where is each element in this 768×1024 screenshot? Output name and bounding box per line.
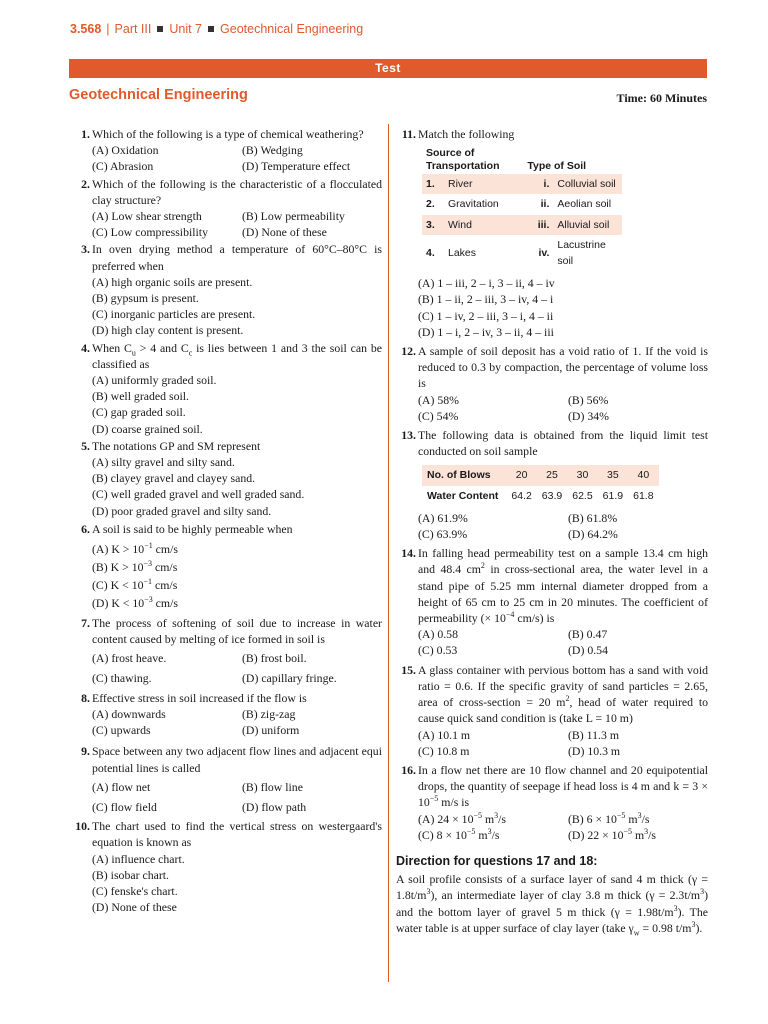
option-c: (C) 0.53: [418, 643, 458, 658]
option-d: (D) 64.2%: [568, 527, 618, 542]
section-title: Geotechnical Engineering: [69, 87, 248, 103]
part-label: Part III: [114, 22, 152, 36]
option-b: (B) frost boil.: [242, 651, 307, 666]
option-a: (A) flow net: [92, 779, 151, 794]
question-text: A soil is said to be highly permeable when: [92, 521, 293, 536]
question-text: In a flow net there are 10 flow channel and 20 equipotential drops, the quantity of seepage if head loss is 4 m and $k = 3 \times 10^{-5}$ m/s is: [418, 762, 708, 810]
question-1: [70, 126, 382, 175]
question-11: [396, 126, 708, 340]
option-c: (C) 63.9%: [418, 527, 468, 542]
option-c: (C) Abrasion: [92, 159, 154, 174]
option-d: (D) uniform: [242, 723, 300, 738]
option-a: (A) 61.9%: [418, 510, 468, 525]
table-row: Water Content 64.2 63.9 62.5 61.9 61.8: [427, 489, 654, 502]
page-number: 3.568: [70, 22, 102, 36]
question-5: [70, 438, 382, 519]
option-a: (A) 0.58: [418, 627, 458, 642]
liquid-limit-table: [422, 465, 659, 505]
option-c: (C) well graded gravel and well graded sand.: [92, 487, 305, 502]
option-d: (D) coarse grained soil.: [92, 421, 203, 436]
direction-paragraph: A soil profile consists of a surface layer of sand 4 m thick $(\gamma = 1.8t/m^3)$, an intermediate layer of clay 3.8 m thick $(\gamma = 2.3t/m^3)$ and the bottom layer of gravel 5 m thick $(\gamma = 1.98t/m^3)$. The water table is at upper surface of clay layer (take $\gamma_w = 0.98$ $t/m^3$).: [396, 872, 708, 938]
option-c: (C) 54%: [418, 408, 459, 423]
question-number: 4.: [81, 340, 90, 355]
option-d: (D) None of these: [92, 900, 177, 915]
option-a: (A) $24 \times 10^{-5}$ $m^3/s$: [418, 810, 507, 826]
option-b: (B) zig-zag: [242, 706, 296, 721]
question-text: Space between any two adjacent flow lines and adjacent equi potential lines is called: [92, 744, 382, 775]
option-d: (D) flow path: [242, 799, 307, 814]
question-text: A sample of soil deposit has a void ratio of 1. If the void is reduced to 0.3 by compaction, the percentage of volume loss is: [418, 344, 708, 391]
question-8: [70, 690, 382, 739]
unit-label: Unit 7: [169, 22, 203, 36]
option-c: (C) $K < 10^{-1}$ cm/s: [92, 576, 178, 592]
question-4: [70, 340, 382, 437]
question-13: [396, 427, 708, 542]
question-16: [396, 762, 708, 843]
question-text: When $C_u > 4$ and $C_c$ is lies between 1 and 3 the soil can be classified as: [92, 340, 382, 371]
option-c: (C) 1 – iv, 2 – iii, 3 – i, 4 – ii: [418, 308, 554, 323]
option-a: (A) frost heave.: [92, 651, 167, 666]
question-number: 6.: [81, 521, 90, 536]
option-d: (D) 34%: [568, 408, 609, 423]
option-b: (B) isobar chart.: [92, 867, 169, 882]
option-c: (C) fenske's chart.: [92, 883, 178, 898]
question-9: [70, 743, 382, 815]
question-text: The process of softening of soil due to increase in water content caused by melting of ice formed in soil is: [92, 615, 382, 647]
option-d: (D) Temperature effect: [242, 159, 351, 174]
question-number: 3.: [81, 242, 90, 257]
test-label: Test: [375, 61, 401, 75]
question-number: 16.: [401, 762, 416, 777]
option-b: (B) 56%: [568, 392, 609, 407]
direction-heading: Direction for questions 17 and 18:: [396, 853, 598, 868]
table-header-source: Source of Transportation: [426, 147, 500, 173]
table-row: 4. Lakes iv. Lacustrine soil: [426, 238, 606, 268]
question-10: [70, 818, 382, 915]
option-b: (B) 1 – ii, 2 – iii, 3 – iv, 4 – i: [418, 292, 554, 307]
question-text: Which of the following is a type of chemical weathering?: [92, 127, 364, 141]
option-c: (C) upwards: [92, 723, 151, 738]
subject-label: Geotechnical Engineering: [220, 22, 364, 36]
question-text: Which of the following is the characteristic of a flocculated clay structure?: [92, 176, 382, 207]
option-c: (C) Low compressibility: [92, 225, 208, 240]
question-number: 13.: [401, 428, 416, 443]
question-number: 10.: [75, 819, 90, 834]
square-bullet-icon: [208, 26, 214, 32]
option-d: (D) None of these: [242, 225, 327, 240]
option-a: (A) uniformly graded soil.: [92, 373, 217, 388]
option-d: (D) poor graded gravel and silty sand.: [92, 503, 272, 518]
option-a: (A) silty gravel and silty sand.: [92, 455, 235, 470]
option-d: (D) 10.3 m: [568, 743, 621, 758]
left-column: [70, 126, 382, 916]
option-b: (B) $6 \times 10^{-5}$ $m^3/s$: [568, 810, 650, 826]
header-separator: |: [106, 22, 110, 36]
table-row: 2. Gravitation ii. Aeolian soil: [426, 198, 612, 211]
match-table: [422, 146, 622, 271]
question-text: Match the following: [418, 127, 515, 141]
question-number: 8.: [81, 690, 90, 705]
question-number: 9.: [81, 744, 90, 759]
option-b: (B) well graded soil.: [92, 389, 189, 404]
running-head: [70, 22, 363, 36]
table-header-soil: Type of Soil: [527, 160, 587, 173]
option-a: (A) $K > 10^{-1}$ cm/s: [92, 540, 178, 556]
option-a: (A) 1 – iii, 2 – i, 3 – ii, 4 – iv: [418, 276, 555, 291]
option-b: (B) 11.3 m: [568, 727, 620, 742]
option-b: (B) 0.47: [568, 627, 608, 642]
question-6: [70, 520, 382, 612]
option-a: (A) influence chart.: [92, 851, 185, 866]
question-number: 7.: [81, 615, 90, 630]
question-number: 5.: [81, 438, 90, 453]
option-c: (C) $8 \times 10^{-5}$ $m^3/s$: [418, 826, 500, 842]
question-2: [70, 176, 382, 241]
table-row: 1. River i. Colluvial soil: [422, 174, 622, 194]
option-c: (C) flow field: [92, 799, 157, 814]
question-text: The notations GP and SM represent: [92, 438, 261, 453]
option-d: (D) 1 – i, 2 – iv, 3 – ii, 4 – iii: [418, 324, 554, 339]
option-d: (D) $K < 10^{-3}$ cm/s: [92, 594, 178, 610]
option-a: (A) Low shear strength: [92, 209, 202, 224]
option-c: (C) 10.8 m: [418, 743, 470, 758]
question-number: 11.: [401, 127, 416, 141]
table-row: 3. Wind iii. Alluvial soil: [422, 215, 622, 235]
time-limit: Time: 60 Minutes: [616, 91, 707, 105]
option-b: (B) gypsum is present.: [92, 291, 199, 306]
square-bullet-icon: [157, 26, 163, 32]
question-text: The following data is obtained from the liquid limit test conducted on soil sample: [418, 428, 708, 459]
option-c: (C) thawing.: [92, 671, 152, 686]
question-text: In falling head permeability test on a sample 13.4 cm high and 48.4 $cm^2$ in cross-sectional area, the water level in a stand pipe of 5.25 mm internal diameter dropped from a height of 65 cm to 25 cm in 20 minutes. The coefficient of permeability (× $10^{-4}$ cm/s) is: [418, 546, 709, 626]
option-b: (B) $K > 10^{-3}$ cm/s: [92, 558, 178, 574]
option-a: (A) 58%: [418, 392, 459, 407]
question-text: In oven drying method a temperature of 60°C–80°C is preferred when: [92, 242, 382, 273]
option-a: (A) high organic soils are present.: [92, 274, 253, 289]
option-d: (D) $22 \times 10^{-5}$ $m^3/s$: [568, 826, 657, 842]
question-15: [396, 662, 708, 759]
option-d: (D) high clay content is present.: [92, 323, 244, 338]
question-text: Effective stress in soil increased if the flow is: [92, 690, 307, 705]
question-number: 15.: [401, 662, 416, 677]
option-c: (C) gap graded soil.: [92, 405, 186, 420]
option-b: (B) Low permeability: [242, 209, 345, 224]
right-column: [396, 126, 708, 936]
option-a: (A) downwards: [92, 706, 166, 721]
test-banner: [69, 59, 707, 78]
option-b: (B) Wedging: [242, 143, 303, 158]
option-c: (C) inorganic particles are present.: [92, 307, 256, 322]
option-a: (A) Oxidation: [92, 143, 159, 158]
option-b: (B) flow line: [242, 779, 303, 794]
question-12: [396, 343, 708, 424]
option-b: (B) 61.8%: [568, 510, 618, 525]
question-3: [70, 241, 382, 338]
option-b: (B) clayey gravel and clayey sand.: [92, 471, 256, 486]
question-text: The chart used to find the vertical stress on westergaard's equation is known as: [92, 819, 382, 850]
question-number: 14.: [401, 546, 416, 561]
option-d: (D) 0.54: [568, 643, 608, 658]
column-divider: [388, 124, 389, 982]
question-7: [70, 615, 382, 687]
table-row: No. of Blows 20 25 30 35 40: [422, 465, 659, 485]
question-number: 2.: [81, 176, 90, 191]
question-14: [396, 545, 708, 658]
option-a: (A) 10.1 m: [418, 727, 471, 742]
option-d: (D) capillary fringe.: [242, 671, 337, 686]
question-text: A glass container with pervious bottom has a sand with void ratio = 0.6. If the specific gravity of sand particles = 2.65, area of cross-section = 20 $m^2$, head of water required to cause quick sand condition is (take L = 10 m): [418, 662, 708, 726]
question-number: 1.: [81, 127, 90, 141]
question-number: 12.: [401, 344, 416, 359]
